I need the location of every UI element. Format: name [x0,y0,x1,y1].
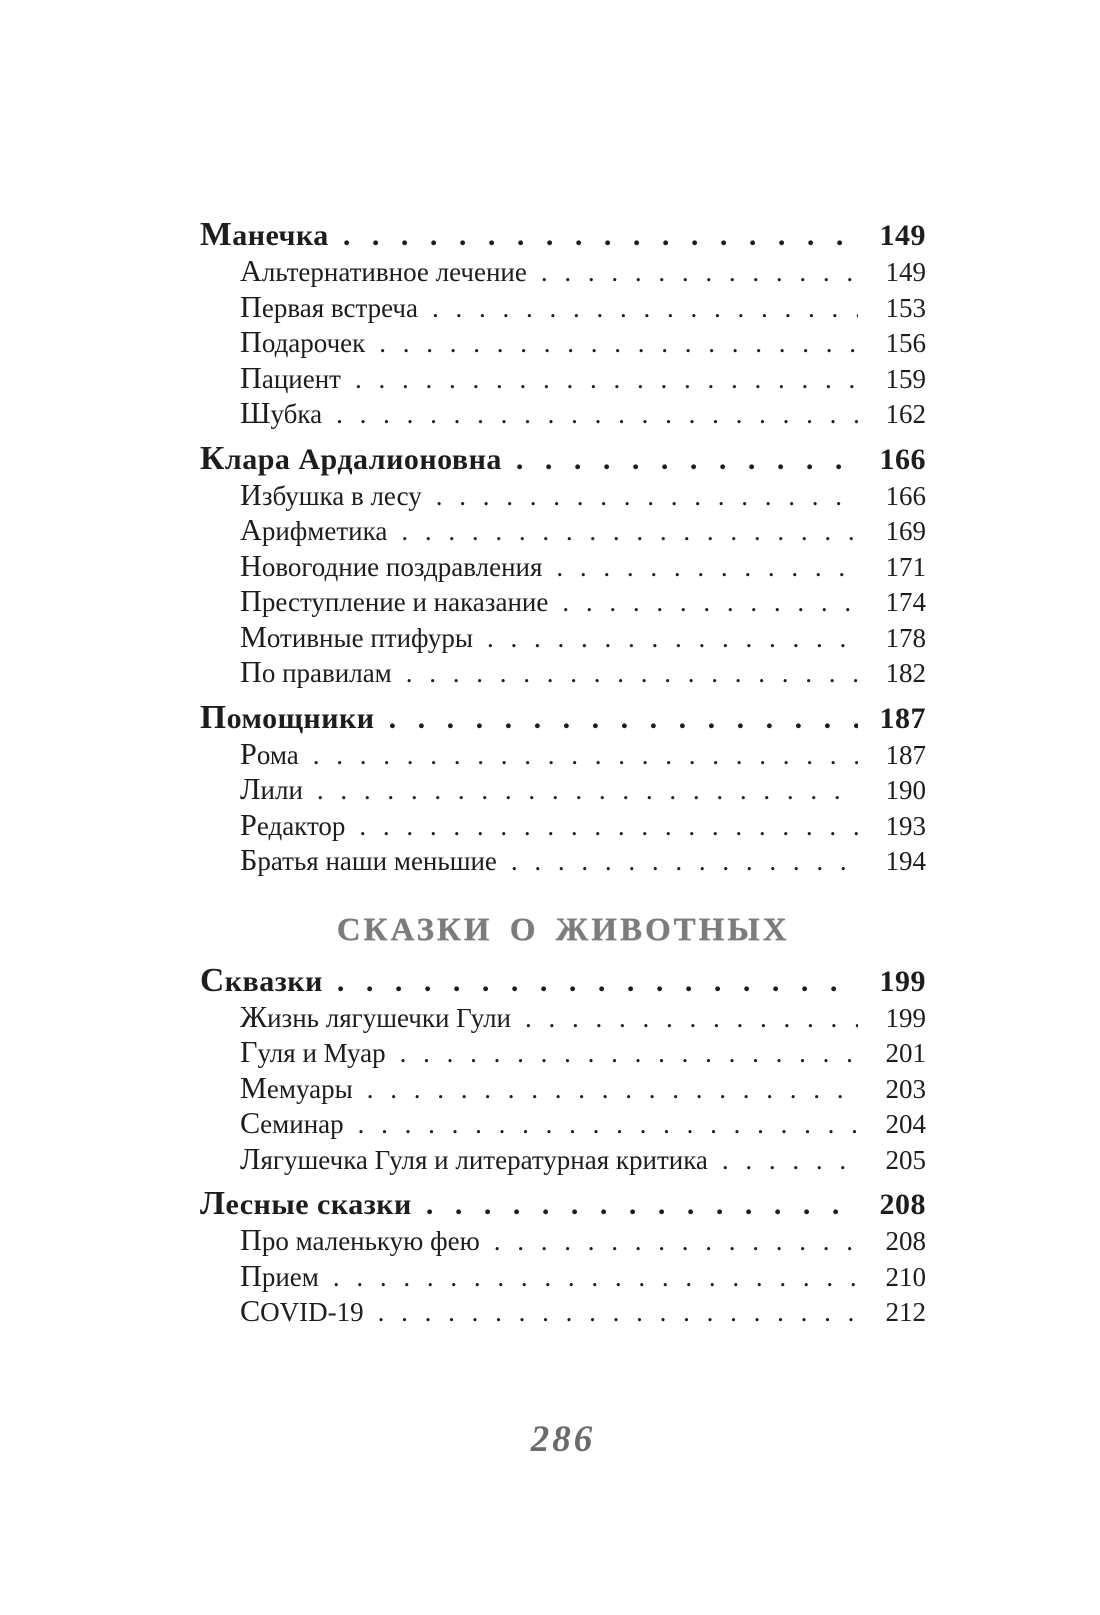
toc-page-number: 149 [879,219,926,252]
toc-chapter-row [200,441,926,478]
dot-leader [432,291,858,326]
dot-leader [541,255,858,290]
dot-leader [359,809,858,844]
toc-title: Семинар [240,1106,344,1140]
toc-chapter-row [200,1186,926,1223]
toc-page-number: 166 [885,480,926,511]
dot-leader [525,1001,858,1036]
toc-chapter-row [200,700,926,737]
toc-page-number: 171 [885,551,926,582]
dot-leader [378,1295,858,1330]
toc-entry-row [200,290,926,326]
toc-page-number: 182 [885,658,926,688]
dot-leader [722,1143,858,1178]
toc-title: Жизнь лягушечки Гули [240,999,512,1034]
toc-title: Первая встреча [240,289,418,324]
dot-leader [556,550,858,585]
dot-leader [358,1107,858,1142]
toc-page-number: 153 [885,292,926,323]
section-heading: СКАЗКИ О ЖИВОТНЫХ [336,911,790,948]
dot-leader [317,773,858,808]
toc-entry-row [200,1106,926,1142]
toc-page-number: 166 [879,442,926,476]
toc-page-number: 203 [885,1073,926,1104]
dot-leader [355,362,858,397]
toc-entry-row [200,1071,926,1107]
toc-title: Клара Ардалионовна [200,439,502,477]
toc-title: Мемуары [240,1070,353,1105]
toc-title: Сквазки [200,961,323,999]
dot-leader [333,1260,858,1295]
toc-page-number: 193 [885,810,926,841]
toc-title: Редактор [240,807,346,842]
toc-entry-row [200,254,926,290]
toc-chapter-row [200,217,926,254]
toc-entry-row [200,843,926,879]
dot-leader [336,397,858,432]
toc-entry-row [200,549,926,585]
dot-leader [426,1187,858,1223]
toc-title: Прием [240,1258,319,1293]
toc-page-number: 169 [885,516,926,546]
page-number-footer: 286 [530,1419,596,1460]
toc-title: Мотивные птифуры [240,619,474,654]
toc-title: Гуля и Муар [240,1035,386,1069]
toc-title: Лили [240,772,303,806]
toc-title: Лягушечка Гуля и литературная критика [240,1141,708,1176]
toc-page-number: 156 [885,328,926,358]
toc-entry-row [200,1000,926,1036]
toc-entry-row [200,1294,926,1330]
toc-page-number: 187 [879,701,926,735]
toc-page-number: 149 [885,257,926,287]
toc-chapter-row [200,963,926,1000]
toc-page-number: 210 [885,1261,926,1292]
toc-page-number: 190 [885,775,926,805]
toc-title: Лесные сказки [200,1185,412,1222]
toc-page-number: 187 [885,739,926,770]
toc-title: Подарочек [240,325,366,359]
toc-page-number: 208 [885,1226,926,1256]
table-of-contents [200,208,926,1330]
toc-entry-row [200,808,926,844]
toc-title: Братья наши меньшие [240,843,497,877]
toc-entry-row [200,1035,926,1071]
toc-page-number: 194 [885,846,926,876]
toc-page-number: 162 [885,399,926,429]
toc-title: Пациент [240,360,341,395]
toc-title: COVID-19 [240,1294,364,1328]
toc-page-number: 199 [879,964,926,998]
dot-leader [313,738,858,773]
toc-entry-row [200,361,926,397]
toc-title: Манечка [200,216,329,253]
dot-leader [436,479,858,514]
toc-page-number: 199 [885,1002,926,1033]
toc-page-number: 204 [885,1109,926,1139]
toc-title: Про маленькую фею [240,1223,480,1257]
toc-entry-row [200,772,926,808]
dot-leader [343,218,858,254]
toc-title: По правилам [240,655,392,689]
dot-leader [337,964,858,1000]
toc-entry-row [200,396,926,432]
toc-page-number: 201 [885,1038,926,1068]
dot-leader [516,442,858,478]
dot-leader [487,621,858,656]
toc-title: Избушка в лесу [240,477,422,512]
toc-title: Арифметика [240,513,388,547]
toc-entry-row [200,620,926,656]
toc-title: Шубка [240,396,323,430]
toc-entry-row [200,737,926,773]
toc-page-number: 205 [885,1144,926,1175]
toc-page-number: 159 [885,363,926,394]
toc-entry-row [200,513,926,549]
toc-title: Новогодние поздравления [240,548,543,583]
toc-page-number: 178 [885,622,926,653]
toc-entry-row [200,1223,926,1259]
toc-title: Рома [240,736,299,771]
toc-page-number: 208 [879,1188,926,1221]
toc-entry-row [200,1259,926,1295]
dot-leader [379,326,858,361]
toc-title: Альтернативное лечение [240,254,527,288]
dot-leader [367,1072,858,1107]
dot-leader [511,844,858,879]
toc-title: Преступление и наказание [240,584,549,618]
dot-leader [494,1224,858,1259]
dot-leader [406,656,858,691]
toc-entry-row [200,655,926,691]
toc-page-number: 174 [885,587,926,617]
dot-leader [389,701,858,737]
toc-page-number: 212 [885,1297,926,1327]
dot-leader [562,585,858,620]
dot-leader [400,1036,858,1071]
toc-entry-row [200,1142,926,1178]
toc-entry-row [200,584,926,620]
toc-entry-row [200,478,926,514]
toc-entry-row [200,325,926,361]
toc-title: Помощники [200,698,375,736]
dot-leader [401,514,858,549]
